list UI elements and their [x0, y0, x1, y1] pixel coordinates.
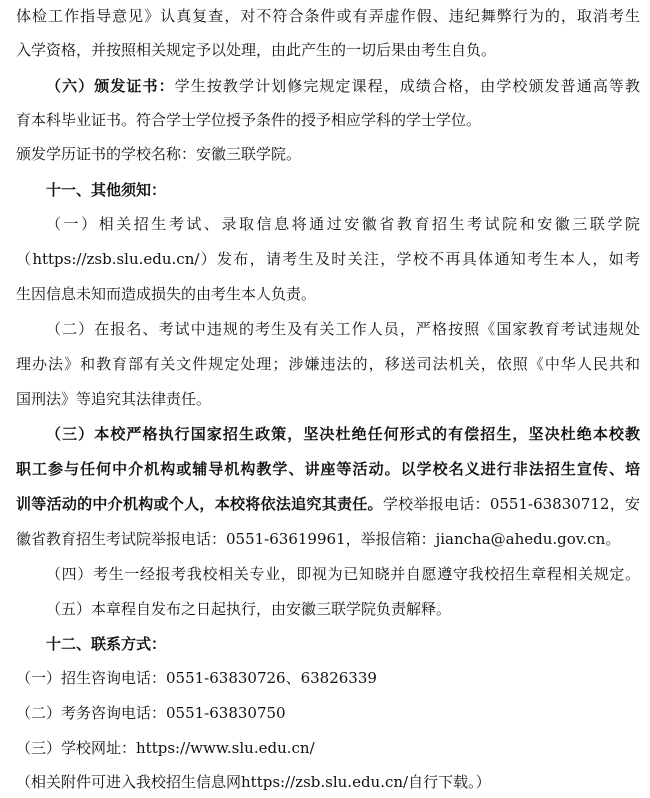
- contact-exam-phone: （二）考务咨询电话：0551-63830750: [16, 704, 286, 722]
- text-span-bold: 训等活动的中介机构或个人，本校将依法追究其责任。: [16, 495, 383, 513]
- text-line: 育本科毕业证书。符合学士学位授予条件的授予相应学科的学士学位。: [16, 111, 482, 129]
- section-heading-certificate: （六）颁发证书：: [46, 77, 175, 95]
- text-line: 颁发学历证书的学校名称：安徽三联学院。: [16, 145, 302, 163]
- text-line: （五）本章程自发布之日起执行，由安徽三联学院负责解释。: [46, 600, 452, 618]
- text-line: （二）在报名、考试中违规的考生及有关工作人员，严格按照《国家教育考试违规处: [46, 320, 640, 338]
- text-line-bold: 职工参与任何中介机构或辅导机构教学、讲座等活动。以学校名义进行非法招生宣传、培: [16, 460, 640, 478]
- text-line: （https://zsb.slu.edu.cn/）发布，请考生及时关注，学校不再具体通知考生本人，如考: [16, 250, 640, 268]
- text-line: 入学资格，并按照相关规定予以处理，由此产生的一切后果由考生自负。: [16, 41, 497, 59]
- text-span: 学校举报电话：0551-63830712，安: [382, 495, 640, 513]
- paragraph-report: [16, 494, 640, 514]
- text-span: 学生按教学计划修完规定课程，成绩合格，由学校颁发普通高等教: [174, 77, 640, 95]
- attachments-note: （相关附件可进入我校招生信息网https://zsb.slu.edu.cn/自行下载。）: [16, 773, 491, 791]
- text-line: 国刑法》等追究其法律责任。: [16, 390, 212, 408]
- contact-website: （三）学校网址：https://www.slu.edu.cn/: [16, 739, 315, 757]
- text-line: 生因信息未知而造成损失的由考生本人负责。: [16, 285, 317, 303]
- text-line: （四）考生一经报考我校相关专业，即视为已知晓并自愿遵守我校招生章程相关规定。: [46, 565, 640, 583]
- text-line: 徽省教育招生考试院举报电话：0551-63619961，举报信箱：jiancha@ahedu.gov.cn。: [16, 530, 621, 548]
- text-line-bold: （三）本校严格执行国家招生政策，坚决杜绝任何形式的有偿招生，坚决杜绝本校教: [46, 425, 640, 443]
- section-heading-other-notes: 十一、其他须知：: [46, 181, 167, 199]
- text-line: （一）相关招生考试、录取信息将通过安徽省教育招生考试院和安徽三联学院: [46, 215, 640, 233]
- text-line: 理办法》和教育部有关文件规定处理；涉嫌违法的，移送司法机关，依照《中华人民共和: [16, 355, 640, 373]
- paragraph-certificate: [46, 76, 640, 96]
- section-heading-contact: 十二、联系方式：: [46, 635, 167, 653]
- contact-admissions-phone: （一）招生咨询电话：0551-63830726、63826339: [16, 669, 377, 687]
- text-line: 体检工作指导意见》认真复查，对不符合条件或有弄虚作假、违纪舞弊行为的，取消考生: [16, 7, 640, 25]
